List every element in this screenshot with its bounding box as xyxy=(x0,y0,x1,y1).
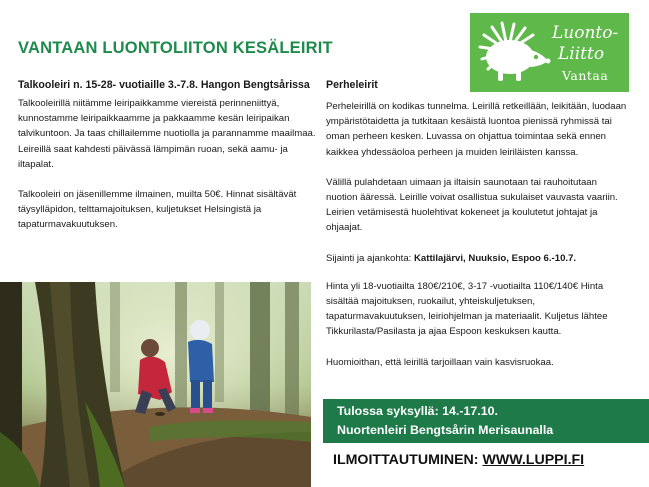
page-title: VANTAAN LUONTOLIITON KESÄLEIRIT xyxy=(18,39,333,57)
perheleirit-price: Hinta yli 18-vuotiailta 180€/210€, 3-17 -vuotiailta 110€/140€ Hinta sisältää majoituksen, ruokailut, yhteiskuljetuksen, tapaturmavakuutuksen, leiriohjelman ja materiaalit. Kuljetus lähtee Tikkurilasta/Pasilasta ja ajaa Espoon keskuksen kautta. xyxy=(326,280,608,338)
logo-text-line1: Luonto- xyxy=(552,23,619,43)
forest-photo xyxy=(0,282,311,487)
perheleirit-paragraph-2: Välillä pulahdetaan uimaan ja iltaisin saunotaan tai rauhoitutaan nuotion ääressä. Leirille voivat osallistua sukulaiset vauvasta vaariin. Leirien vetämisestä huolehtivat kokeneet ja koulutetut johtajat ja ohjaajat. xyxy=(326,176,618,234)
perheleirit-location xyxy=(326,251,631,266)
perheleirit-section xyxy=(326,77,631,385)
perheleirit-heading: Perheleirit xyxy=(326,79,378,91)
signup-line xyxy=(333,452,584,468)
logo-text-line3: Vantaa xyxy=(562,68,609,83)
banner-line-1: Tulossa syksyllä: 14.-17.10. xyxy=(337,404,498,418)
hedgehog-icon xyxy=(478,21,552,85)
talkooleiri-section xyxy=(18,77,318,248)
talkooleiri-paragraph-1: Talkooleirillä niitämme leiripaikkamme viereistä perinneniittyä, kunnostamme leiripaikkaamme ja pakkaamme kesän leiripaikan talvikuntoon. Ja taas chillailemme nuotiolla ja parannamme maailmaa. Leireillä saat kahdesti päivässä lämpimän ruoan, sekä aamu- ja iltapalat. xyxy=(18,98,316,170)
signup-link[interactable]: WWW.LUPPI.FI xyxy=(482,452,585,468)
signup-label: ILMOITTAUTUMINEN: xyxy=(333,452,483,468)
autumn-camp-banner xyxy=(323,399,649,443)
location-label: Sijainti ja ajankohta: xyxy=(326,252,414,264)
talkooleiri-heading: Talkooleiri n. 15-28- vuotiaille 3.-7.8. Hangon Bengtsårissa xyxy=(18,79,310,91)
talkooleiri-paragraph-2: Talkooleiri on jäsenillemme ilmainen, muilta 50€. Hinnat sisältävät täysylläpidon, telttamajoituksen, kuljetukset Helsingistä ja tapaturmavakuutuksen. xyxy=(18,189,297,231)
perheleirit-paragraph-1: Perheleirillä on kodikas tunnelma. Leirillä retkeillään, leikitään, luodaan ympäristötaidetta ja tutkitaan kesäistä luontoa pienissä ryhmissä tai oman perheen kesken. Luvassa on ohjattua toimintaa sekä ennen kaikkea yhdessäoloa perheen ja muiden leiriläisten kanssa. xyxy=(326,101,627,158)
banner-line-2: Nuortenleiri Bengtsårin Merisaunalla xyxy=(337,423,554,437)
perheleirit-note: Huomioithan, että leirillä tarjoillaan vain kasvisruokaa. xyxy=(326,356,554,368)
logo-text-line2: Liitto xyxy=(558,44,605,64)
location-value: Kattilajärvi, Nuuksio, Espoo 6.-10.7. xyxy=(414,252,577,264)
